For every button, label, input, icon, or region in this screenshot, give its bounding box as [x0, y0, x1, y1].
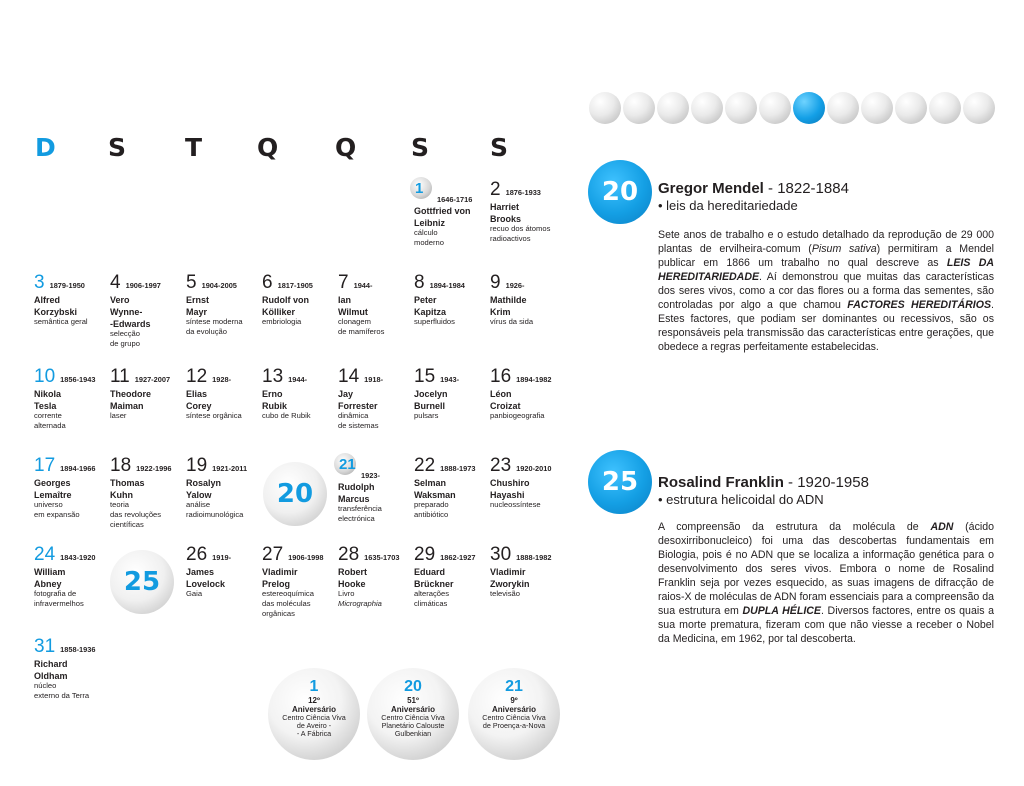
featured-name: Rosalind Franklin	[658, 474, 784, 491]
weekday-label: S	[490, 133, 509, 162]
scientist-name: Erno	[262, 389, 283, 399]
month-dot[interactable]	[623, 92, 655, 124]
day-number: 23	[490, 455, 512, 476]
month-dot[interactable]	[759, 92, 791, 124]
anniversary-description: de Aveiro -	[296, 721, 332, 730]
scientist-name: Abney	[34, 579, 62, 589]
contribution: fotografia de	[34, 589, 77, 598]
day-header	[186, 545, 260, 565]
featured-subtitle: • leis da hereditariedade	[658, 198, 798, 213]
scientist-name: Rubik	[262, 401, 288, 411]
contribution: universo	[34, 500, 63, 509]
scientist-name: Hooke	[338, 579, 366, 589]
day-header	[186, 273, 260, 293]
anniversary-title: Aniversário	[390, 705, 436, 714]
day-number: 13	[262, 366, 284, 387]
day-number-badge	[410, 180, 432, 202]
anniversary-day: 21	[505, 678, 523, 695]
contribution: televisão	[490, 589, 520, 598]
contribution: cubo de Rubik	[262, 411, 311, 420]
scientist-name: Brückner	[414, 579, 454, 589]
anniversary-ordinal: 12º	[308, 696, 320, 705]
month-dot[interactable]	[691, 92, 723, 124]
birth-death-years: 1894-1966	[60, 464, 96, 473]
day-cell	[338, 456, 412, 524]
contribution: teoria	[110, 500, 129, 509]
scientist-name: Waksman	[414, 490, 456, 500]
scientist-name: Burnell	[414, 401, 446, 411]
birth-death-years: 1646-1716	[437, 195, 473, 204]
day-header	[490, 456, 564, 476]
day-number: 27	[262, 544, 284, 565]
contribution: climáticas	[414, 599, 448, 608]
day-header	[490, 545, 564, 565]
anniversary-ordinal: 9º	[510, 696, 518, 705]
birth-death-years: 1920-2010	[516, 464, 552, 473]
month-dot[interactable]	[861, 92, 893, 124]
featured-subtitle: • estrutura helicoidal do ADN	[658, 492, 824, 507]
scientist-name: -Edwards	[110, 319, 151, 329]
weekday-label: Q	[257, 133, 279, 162]
birth-death-years: 1879-1950	[49, 281, 85, 290]
day-cell	[262, 367, 336, 421]
day-header	[414, 545, 488, 565]
contribution: das moléculas	[262, 599, 311, 608]
scientist-name: Kapitza	[414, 307, 447, 317]
birth-death-years: 1894-1982	[516, 375, 552, 384]
day-number: 11	[110, 366, 130, 387]
scientist-name: Chushiro	[490, 478, 530, 488]
day-header	[186, 367, 260, 387]
anniversary-title: Aniversário	[491, 705, 537, 714]
day-cell	[490, 456, 564, 510]
day-number: 29	[414, 544, 436, 565]
contribution: externo da Terra	[34, 691, 90, 700]
month-dot[interactable]	[827, 92, 859, 124]
day-header	[414, 180, 488, 204]
day-cell	[262, 273, 336, 327]
day-cell	[186, 273, 260, 337]
day-cell	[338, 273, 412, 337]
contribution: estereoquímica	[262, 589, 314, 598]
day-header	[110, 456, 184, 476]
featured-years: - 1920-1958	[783, 474, 869, 491]
birth-death-years: 1922-1996	[136, 464, 172, 473]
scientist-name: Robert	[338, 567, 367, 577]
day-number: 3	[34, 272, 45, 293]
scientist-name: Theodore	[110, 389, 152, 399]
day-header	[34, 367, 108, 387]
contribution: nucleossíntese	[490, 500, 541, 509]
scientist-name: Gottfried von	[414, 206, 471, 216]
contribution: de grupo	[110, 339, 140, 348]
day-number: 30	[490, 544, 512, 565]
contribution: síntese moderna	[186, 317, 243, 326]
featured-name: Gregor Mendel	[658, 180, 764, 197]
day-cell	[490, 367, 564, 421]
day-header	[186, 456, 260, 476]
scientist-name: Yalow	[186, 490, 212, 500]
birth-death-years: 1921-2011	[212, 464, 248, 473]
scientist-name: Rudolph	[338, 482, 375, 492]
day-number: 26	[186, 544, 208, 565]
contribution: embriologia	[262, 317, 302, 326]
scientist-name: Brooks	[490, 214, 522, 224]
scientist-name: Forrester	[338, 401, 378, 411]
birth-death-years: 1904-2005	[201, 281, 237, 290]
day-number: 24	[34, 544, 56, 565]
day-number: 9	[490, 272, 501, 293]
birth-death-years: 1923-	[361, 471, 380, 480]
birth-death-years: 1906-1997	[125, 281, 161, 290]
birth-death-years: 1876-1933	[505, 188, 541, 197]
month-dot[interactable]	[963, 92, 995, 124]
contribution: científicas	[110, 520, 144, 529]
day-number: 12	[186, 366, 208, 387]
day-header	[34, 637, 108, 657]
scientist-name: Ernst	[186, 295, 210, 305]
day-number: 22	[414, 455, 436, 476]
day-cell	[34, 545, 108, 609]
scientist-name: Ian	[338, 295, 352, 305]
day-header	[414, 273, 488, 293]
scientist-name: James	[186, 567, 215, 577]
scientist-name: Peter	[414, 295, 437, 305]
day-header	[490, 367, 564, 387]
month-dot[interactable]	[589, 92, 621, 124]
contribution: panbiogeografia	[490, 411, 545, 420]
day-number: 5	[186, 272, 197, 293]
contribution: cálculo	[414, 228, 438, 237]
contribution: corrente	[34, 411, 62, 420]
day-number: 18	[110, 455, 132, 476]
contribution: pulsars	[414, 411, 439, 420]
anniversary-bubble	[468, 668, 560, 760]
day-header	[34, 456, 108, 476]
scientist-name: William	[34, 567, 66, 577]
day-header	[490, 273, 564, 293]
day-number: 6	[262, 272, 273, 293]
birth-death-years: 1888-1973	[440, 464, 476, 473]
day-cell	[490, 545, 564, 599]
contribution: vírus da sida	[490, 317, 534, 326]
anniversary-description: Centro Ciência Viva	[482, 713, 546, 722]
contribution: infravermelhos	[34, 599, 84, 608]
scientist-name: Léon	[490, 389, 512, 399]
day-cell	[186, 367, 260, 421]
contribution: dinâmica	[338, 411, 369, 420]
anniversary-description: - A Fábrica	[296, 729, 332, 738]
birth-death-years: 1943-	[440, 375, 460, 384]
scientist-name: Selman	[414, 478, 447, 488]
contribution: laser	[110, 411, 127, 420]
birth-death-years: 1858-1936	[60, 645, 96, 654]
scientist-name: Vladimir	[490, 567, 526, 577]
birth-death-years: 1918-	[364, 375, 384, 384]
scientist-name: Korzybski	[34, 307, 78, 317]
anniversary-description: Centro Ciência Viva	[282, 713, 346, 722]
day-number-badge	[334, 456, 356, 478]
anniversary-ordinal: 51º	[407, 696, 419, 705]
contribution: selecção	[110, 329, 140, 338]
day-cell	[490, 180, 564, 244]
scientist-name: Alfred	[34, 295, 61, 305]
day-header	[262, 367, 336, 387]
anniversary-description: de Proença-a-Nova	[482, 721, 546, 730]
day-cell	[338, 545, 412, 609]
scientist-name: Mathilde	[490, 295, 527, 305]
scientist-name: Vladimir	[262, 567, 298, 577]
weekday-label: S	[108, 133, 127, 162]
day-cell	[34, 273, 108, 327]
contribution: radioimunológica	[186, 510, 244, 519]
contribution: das revoluções	[110, 510, 162, 519]
scientist-name: Nikola	[34, 389, 62, 399]
anniversary-description: Centro Ciência Viva	[381, 713, 445, 722]
highlight-day-ball[interactable]: 20	[263, 462, 327, 526]
day-header	[338, 456, 412, 480]
scientist-name: Oldham	[34, 671, 68, 681]
scientist-name: Wilmut	[338, 307, 368, 317]
featured-body: A compreensão da estrutura da molécula de ADN (ácido desoxirribonucleico) foi uma das descobertas fundamentais em Biologia, pois é no ADN que se localiza a informação genética para o desenvolvimento dos seres vivos. Embora o nome de Rosalind Franklin seja por vezes esquecido, as suas imagens de difracção de raios-X de moléculas de ADN foram essenciais para a compreensão da sua estrutura em DUPLA HÉLICE. Diversos factores, entre os quais a sua morte prematura, fizeram com que não viesse a receber o Nobel da Medicina, em 1962, por tal descoberta.	[658, 521, 995, 645]
scientist-name: Croizat	[490, 401, 521, 411]
birth-death-years: 1817-1905	[277, 281, 313, 290]
scientist-name: Maiman	[110, 401, 144, 411]
contribution: alterações	[414, 589, 450, 598]
scientist-name: Mayr	[186, 307, 208, 317]
day-number: 31	[34, 636, 56, 657]
day-number: 14	[338, 366, 360, 387]
birth-death-years: 1927-2007	[134, 375, 171, 384]
anniversary-day: 20	[404, 678, 422, 695]
contribution: em expansão	[34, 510, 80, 519]
anniversary-day: 1	[309, 678, 319, 695]
day-cell	[414, 367, 488, 421]
day-number: 8	[414, 272, 425, 293]
featured-day-circle: 20	[588, 160, 652, 224]
contribution: síntese orgânica	[186, 411, 242, 420]
day-number: 15	[414, 366, 436, 387]
birth-death-years: 1888-1982	[516, 553, 552, 562]
featured-years: - 1822-1884	[763, 180, 849, 197]
day-header	[110, 367, 184, 387]
birth-death-years: 1894-1984	[429, 281, 465, 290]
day-header	[414, 367, 488, 387]
day-header	[262, 273, 336, 293]
birth-death-years: 1843-1920	[60, 553, 96, 562]
scientist-name: Thomas	[110, 478, 145, 488]
month-dot[interactable]	[929, 92, 961, 124]
scientist-name: Jocelyn	[414, 389, 448, 399]
day-cell	[414, 180, 488, 248]
scientist-name: Hayashi	[490, 490, 525, 500]
weekday-label: Q	[335, 133, 357, 162]
day-header	[34, 545, 108, 565]
scientist-name: Jay	[338, 389, 354, 399]
day-number: 21	[339, 456, 356, 473]
day-cell	[34, 456, 108, 520]
anniversary-bubble	[268, 668, 360, 760]
contribution: superfluidos	[414, 317, 455, 326]
scientist-name: Vero	[110, 295, 130, 305]
month-selector	[589, 92, 995, 124]
birth-death-years: 1919-	[212, 553, 232, 562]
day-number: 7	[338, 272, 349, 293]
weekday-label: T	[185, 133, 203, 162]
contribution: Gaia	[186, 589, 203, 598]
day-number: 17	[34, 455, 56, 476]
scientist-name: Zworykin	[490, 579, 530, 589]
day-cell	[262, 545, 336, 619]
birth-death-years: 1906-1998	[288, 553, 324, 562]
birth-death-years: 1862-1927	[440, 553, 476, 562]
day-header	[414, 456, 488, 476]
day-number: 10	[34, 366, 56, 387]
contribution: antibiótico	[414, 510, 449, 519]
day-header	[262, 545, 336, 565]
contribution: clonagem	[338, 317, 371, 326]
day-cell	[414, 545, 488, 609]
month-dot[interactable]	[725, 92, 757, 124]
contribution: radioactivos	[490, 234, 531, 243]
birth-death-years: 1928-	[212, 375, 232, 384]
scientist-name: Corey	[186, 401, 212, 411]
month-dot[interactable]	[895, 92, 927, 124]
contribution: de sistemas	[338, 421, 379, 430]
day-number: 16	[490, 366, 512, 387]
weekday-label: D	[35, 133, 56, 162]
scientist-name: Eduard	[414, 567, 446, 577]
scientist-name: Kölliker	[262, 307, 296, 317]
anniversary-description: Planetário Calouste	[381, 721, 445, 730]
day-number: 4	[110, 272, 121, 293]
anniversary-description: Gulbenkian	[394, 729, 432, 738]
contribution: electrónica	[338, 514, 375, 523]
day-header	[338, 367, 412, 387]
highlight-day-ball[interactable]: 25	[110, 550, 174, 614]
contribution: de mamíferos	[338, 327, 385, 336]
scientist-name: Tesla	[34, 401, 57, 411]
scientist-name: Richard	[34, 659, 68, 669]
contribution: análise	[186, 500, 211, 509]
day-header	[34, 273, 108, 293]
birth-death-years: 1635-1703	[364, 553, 400, 562]
day-cell	[34, 637, 108, 701]
day-header	[110, 273, 184, 293]
featured-title	[658, 474, 869, 491]
featured-day-circle: 25	[588, 450, 652, 514]
scientist-name: Rudolf von	[262, 295, 309, 305]
scientist-name: Kuhn	[110, 490, 133, 500]
day-cell	[110, 456, 184, 530]
day-number: 1	[415, 180, 424, 197]
scientist-name: Harriet	[490, 202, 520, 212]
day-number: 19	[186, 455, 208, 476]
scientist-name: Lemaître	[34, 490, 72, 500]
featured-title	[658, 180, 849, 197]
featured-body: Sete anos de trabalho e o estudo detalhado da reprodução de 29 000 plantas de ervilheira-comum (Pisum sativa) permitiram a Mendel publicar em 1866 um trabalho no qual descreve as LEIS DA HEREDITARIEDADE. Aí demonstrou que muitas das características dos seres vivos, como a cor das flores ou a forma das sementes, são controladas por algo a que chamou FACTORES HEREDITÁRIOS. Estes factores, que podiam ser dominantes ou recessivos, são os responsáveis pela transmissão das características entre gerações, que obedece a regras perfeitamente estabelecidas.	[658, 229, 994, 353]
contribution: núcleo	[34, 681, 57, 690]
day-cell	[110, 367, 184, 421]
day-cell	[110, 273, 184, 349]
scientist-name: Marcus	[338, 494, 370, 504]
day-cell	[338, 367, 412, 431]
day-header	[338, 545, 412, 565]
day-number: 2	[490, 179, 501, 200]
scientist-name: Leibniz	[414, 218, 445, 228]
day-header	[490, 180, 564, 200]
scientist-name: Wynne-	[110, 307, 143, 317]
contribution: preparado	[414, 500, 449, 509]
month-dot[interactable]	[657, 92, 689, 124]
day-cell	[414, 456, 488, 520]
contribution: moderno	[414, 238, 444, 247]
day-cell	[490, 273, 564, 327]
scientist-name: Georges	[34, 478, 71, 488]
birth-death-years: 1926-	[505, 281, 525, 290]
day-number: 28	[338, 544, 360, 565]
day-cell	[186, 456, 260, 520]
anniversary-title: Aniversário	[291, 705, 337, 714]
contribution: da evolução	[186, 327, 227, 336]
scientist-name: Krim	[490, 307, 511, 317]
contribution: recuo dos átomos	[490, 224, 551, 233]
scientist-name: Lovelock	[186, 579, 226, 589]
anniversary-bubble	[367, 668, 459, 760]
scientist-name: Elias	[186, 389, 208, 399]
contribution: transferência	[338, 504, 382, 513]
day-cell	[414, 273, 488, 327]
month-dot[interactable]	[793, 92, 825, 124]
contribution: Micrographia	[338, 599, 382, 608]
contribution: alternada	[34, 421, 66, 430]
contribution: orgânicas	[262, 609, 295, 618]
day-cell	[186, 545, 260, 599]
birth-death-years: 1944-	[288, 375, 308, 384]
weekday-label: S	[411, 133, 430, 162]
birth-death-years: 1944-	[353, 281, 373, 290]
day-header	[338, 273, 412, 293]
birth-death-years: 1856-1943	[60, 375, 96, 384]
scientist-name: Rosalyn	[186, 478, 222, 488]
scientist-name: Prelog	[262, 579, 291, 589]
contribution: Livro	[338, 589, 355, 598]
day-cell	[34, 367, 108, 431]
contribution: semântica geral	[34, 317, 88, 326]
